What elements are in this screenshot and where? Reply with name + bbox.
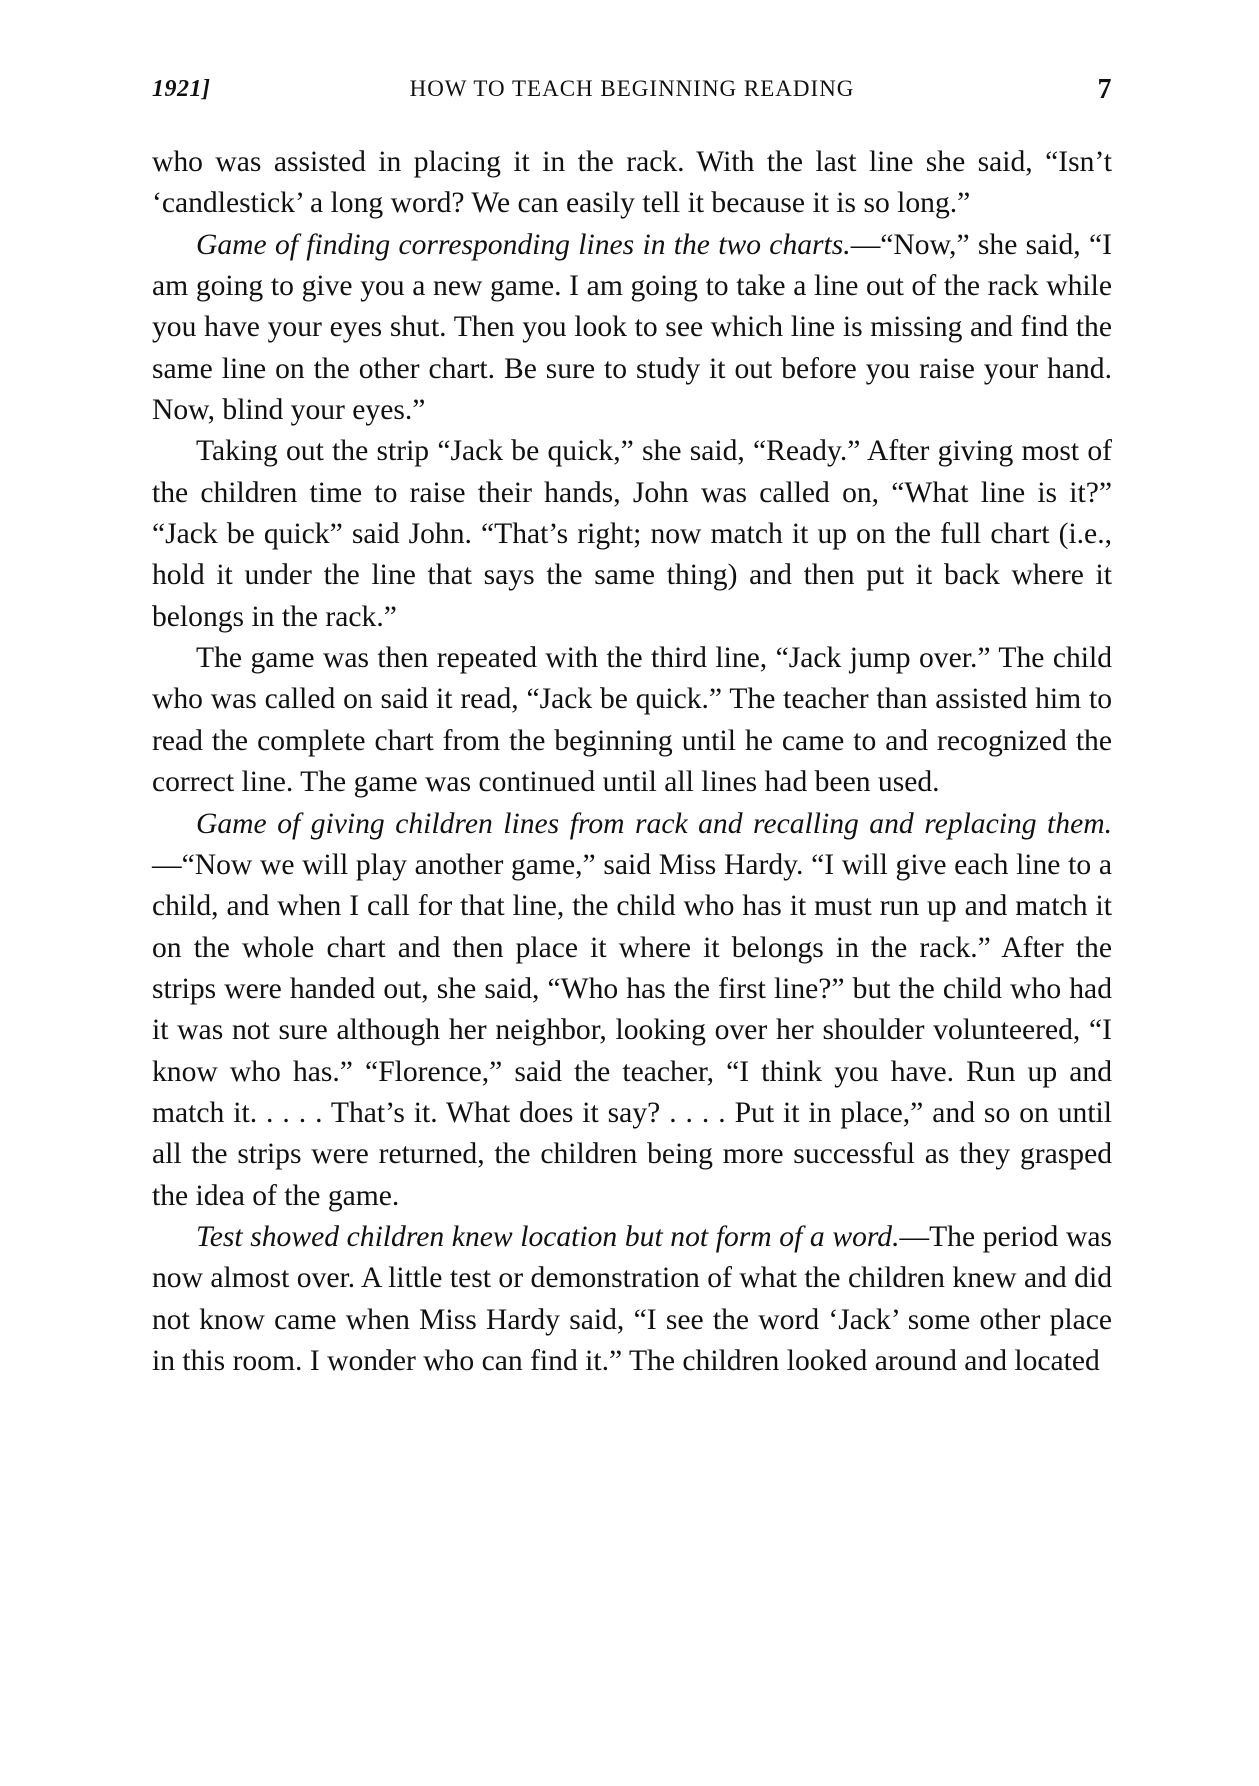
paragraph-finding-corresponding-lines (152, 225, 1112, 432)
run-in-heading: Test showed children knew location but not form of a word. (196, 1220, 900, 1253)
paragraph-text: —The period was now almost over. A little test or demonstration of what the children knew and did not know came when Miss Hardy said, “I see the word ‘Jack’ some other place in this room. I wonder who can find it.” The children looked around and located (152, 1220, 1112, 1377)
run-in-heading: Game of finding corresponding lines in the two charts. (196, 228, 851, 261)
paragraph-text: —“Now we will play another game,” said Miss Hardy. “I will give each line to a child, and when I call for that line, the child who has it must run up and match it on the whole chart and then place it where it belongs in the rack.” After the strips were handed out, she said, “Who has the first line?” but the child who had it was not sure although her neighbor, looking over her shoulder volunteered, “I know who has.” “Florence,” said the teacher, “I think you have. Run up and match it. . . . . That’s it. What does it say? . . . . Put it in place,” and so on until all the strips were returned, the children being more successful as they grasped the idea of the game. (152, 848, 1112, 1212)
paragraph-game-repeated (152, 638, 1112, 803)
paragraph-jack-be-quick (152, 431, 1112, 638)
paragraph-text: who was assisted in placing it in the rack. With the last line she said, “Isn’t ‘candlestick’ a long word? We can easily tell it because it is so long.” (152, 146, 1112, 220)
paragraph-continuation (152, 142, 1112, 225)
paragraph-text: Taking out the strip “Jack be quick,” she said, “Ready.” After giving most of the children time to raise their hands, John was called on, “What line is it?” “Jack be quick” said John. “That’s right; now match it up on the full chart (i.e., hold it under the line that says the same thing) and then put it back where it belongs in the rack.” (152, 435, 1112, 633)
running-head-year: 1921] (152, 76, 211, 102)
book-page (152, 70, 1112, 1382)
paragraph-text: —“Now,” she said, “I am going to give you a new game. I am going to take a line out of the rack while you have your eyes shut. Then you look to see which line is missing and find the same line on the other chart. Be sure to study it out before you raise your hand. Now, blind your eyes.” (152, 228, 1112, 427)
body-text (152, 142, 1112, 1382)
running-head-title: HOW TO TEACH BEGINNING READING (409, 76, 855, 101)
run-in-heading: Game of giving children lines from rack and recalling and replacing them. (196, 807, 1112, 840)
paragraph-text: The game was then repeated with the third line, “Jack jump over.” The child who was called on said it read, “Jack be quick.” The teacher than assisted him to read the complete chart from the beginning until he came to and recognized the correct line. The game was continued until all lines had been used. (152, 642, 1112, 799)
page-number: 7 (1097, 74, 1112, 105)
paragraph-test-location (152, 1217, 1112, 1382)
running-head (152, 70, 1112, 114)
paragraph-giving-lines (152, 804, 1112, 1217)
